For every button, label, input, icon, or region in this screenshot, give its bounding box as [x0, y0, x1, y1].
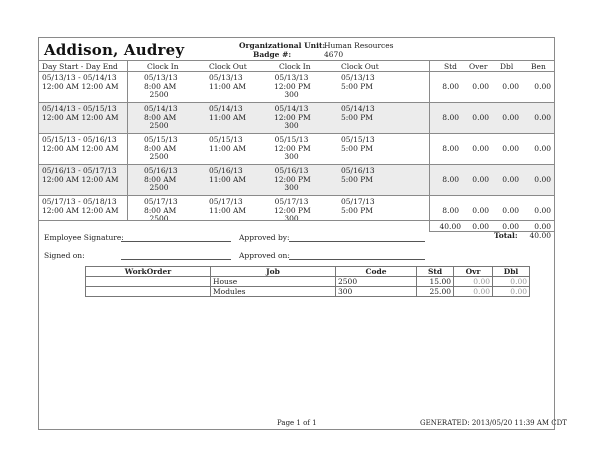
col-day-range: Day Start - Day End: [42, 62, 118, 71]
clock-out2-time: 5:00 PM: [341, 112, 373, 122]
row-over: 0.00: [472, 175, 489, 184]
row-std: 8.00: [442, 82, 459, 91]
row-range-time: 12:00 AM 12:00 AM: [42, 112, 119, 122]
row-over: 0.00: [472, 113, 489, 122]
wo-dbl: 0.00: [493, 287, 530, 297]
clock-in2-date: 05/16/13: [274, 166, 309, 175]
badge-label: Badge #:: [253, 50, 292, 59]
total-value: 40.00: [529, 231, 551, 240]
col-clock-in-2: Clock In: [279, 62, 311, 71]
row-std: 8.00: [442, 175, 459, 184]
clock-in-date: 05/13/13: [144, 73, 178, 82]
table-row: [86, 287, 530, 297]
wo-workorder: [86, 287, 211, 297]
clock-out-date: 05/14/13: [209, 104, 243, 113]
clock-out2-date: 05/14/13: [341, 104, 375, 113]
wo-col-workorder: WorkOrder: [86, 267, 211, 277]
header: [39, 38, 554, 60]
clock-in2-code: 300: [284, 214, 299, 223]
org-unit-value: Human Resources: [324, 41, 394, 50]
clock-out2-date: 05/15/13: [341, 135, 375, 144]
employee-signature-label: Employee Signature:: [44, 233, 124, 242]
wo-col-job: Job: [211, 267, 336, 277]
total-std: 40.00: [439, 222, 461, 231]
clock-out-time: 11:00 AM: [209, 143, 247, 153]
row-over: 0.00: [472, 144, 489, 153]
employee-signature-line[interactable]: [121, 241, 231, 242]
wo-ovr: 0.00: [454, 287, 493, 297]
clock-in2-time: 12:00 PM: [274, 174, 311, 184]
signed-on-label: Signed on:: [44, 251, 85, 260]
signed-on-line[interactable]: [121, 259, 231, 260]
total-ben: 0.00: [534, 222, 551, 231]
row-ben: 0.00: [534, 206, 551, 215]
row-range-time: 12:00 AM 12:00 AM: [42, 174, 119, 184]
wo-dbl: 0.00: [493, 277, 530, 287]
row-ben: 0.00: [534, 144, 551, 153]
table-row: [39, 134, 554, 164]
wo-workorder: [86, 277, 211, 287]
col-dbl: Dbl: [500, 62, 514, 71]
wo-job: Modules: [211, 287, 336, 297]
col-divider: [429, 60, 430, 231]
clock-out-time: 11:00 AM: [209, 112, 247, 122]
row-over: 0.00: [472, 206, 489, 215]
col-ben: Ben: [531, 62, 546, 71]
clock-out2-time: 5:00 PM: [341, 205, 373, 215]
employee-name: Addison, Audrey: [44, 41, 185, 59]
header-rule: [39, 60, 554, 61]
clock-in-code: 2500: [149, 214, 169, 223]
clock-in-time: 8:00 AM: [144, 174, 177, 184]
clock-in-time: 8:00 AM: [144, 143, 177, 153]
row-std: 8.00: [442, 113, 459, 122]
timesheet-page: [38, 37, 567, 430]
col-clock-in: Clock In: [147, 62, 179, 71]
row-ben: 0.00: [534, 113, 551, 122]
total-over: 0.00: [472, 222, 489, 231]
col-std: Std: [444, 62, 457, 71]
clock-in2-code: 300: [284, 90, 299, 99]
wo-col-std: Std: [417, 267, 454, 277]
clock-in-code: 2500: [149, 152, 169, 161]
badge-value: 4670: [324, 50, 344, 59]
col-clock-out-2: Clock Out: [341, 62, 379, 71]
clock-in2-time: 12:00 PM: [274, 205, 311, 215]
row-dbl: 0.00: [502, 82, 519, 91]
wo-code: 300: [336, 287, 417, 297]
row-range-start: 05/16/13 - 05/17/13: [42, 166, 117, 175]
wo-std: 25.00: [417, 287, 454, 297]
clock-in2-time: 12:00 PM: [274, 143, 311, 153]
row-range-time: 12:00 AM 12:00 AM: [42, 143, 119, 153]
wo-col-dbl: Dbl: [493, 267, 530, 277]
row-dbl: 0.00: [502, 206, 519, 215]
clock-out2-date: 05/17/13: [341, 197, 375, 206]
clock-out-time: 11:00 AM: [209, 205, 247, 215]
clock-in2-time: 12:00 PM: [274, 81, 311, 91]
row-range-time: 12:00 AM 12:00 AM: [42, 81, 119, 91]
row-range-start: 05/17/13 - 05/18/13: [42, 197, 117, 206]
row-range-start: 05/13/13 - 05/14/13: [42, 73, 117, 82]
wo-ovr: 0.00: [454, 277, 493, 287]
clock-in2-date: 05/14/13: [274, 104, 309, 113]
clock-out2-time: 5:00 PM: [341, 174, 373, 184]
row-range-start: 05/14/13 - 05/15/13: [42, 104, 117, 113]
clock-out-date: 05/13/13: [209, 73, 243, 82]
clock-in-code: 2500: [149, 183, 169, 192]
clock-out-date: 05/17/13: [209, 197, 243, 206]
wo-std: 15.00: [417, 277, 454, 287]
clock-in2-code: 300: [284, 121, 299, 130]
clock-in2-date: 05/17/13: [274, 197, 309, 206]
wo-col-ovr: Ovr: [454, 267, 493, 277]
row-range-start: 05/15/13 - 05/16/13: [42, 135, 117, 144]
row-std: 8.00: [442, 144, 459, 153]
row-dbl: 0.00: [502, 113, 519, 122]
row-std: 8.00: [442, 206, 459, 215]
row-range-time: 12:00 AM 12:00 AM: [42, 205, 119, 215]
clock-in-date: 05/17/13: [144, 197, 178, 206]
clock-in2-code: 300: [284, 183, 299, 192]
table-row: [39, 103, 554, 133]
clock-in2-date: 05/15/13: [274, 135, 309, 144]
clock-in-date: 05/15/13: [144, 135, 178, 144]
workorder-header-row: [86, 267, 530, 277]
workorder-table: [85, 266, 530, 297]
row-over: 0.00: [472, 82, 489, 91]
table-row: [39, 72, 554, 102]
clock-out2-time: 5:00 PM: [341, 81, 373, 91]
clock-out-time: 11:00 AM: [209, 81, 247, 91]
row-ben: 0.00: [534, 175, 551, 184]
clock-out-time: 11:00 AM: [209, 174, 247, 184]
approved-by-label: Approved by:: [239, 233, 290, 242]
clock-in-code: 2500: [149, 90, 169, 99]
wo-job: House: [211, 277, 336, 287]
clock-out-date: 05/16/13: [209, 166, 243, 175]
approved-on-label: Approved on:: [239, 251, 290, 260]
clock-in-date: 05/16/13: [144, 166, 178, 175]
table-row: [86, 277, 530, 287]
col-clock-out: Clock Out: [209, 62, 247, 71]
org-unit-label: Organizational Unit:: [239, 41, 326, 50]
clock-in2-time: 12:00 PM: [274, 112, 311, 122]
col-over: Over: [469, 62, 488, 71]
clock-in-time: 8:00 AM: [144, 112, 177, 122]
total-label: Total:: [494, 231, 518, 240]
wo-code: 2500: [336, 277, 417, 287]
clock-out2-date: 05/13/13: [341, 73, 375, 82]
table-row: [39, 165, 554, 195]
clock-out2-time: 5:00 PM: [341, 143, 373, 153]
row-dbl: 0.00: [502, 144, 519, 153]
clock-in-time: 8:00 AM: [144, 81, 177, 91]
clock-out-date: 05/15/13: [209, 135, 243, 144]
generated-timestamp: GENERATED: 2013/05/20 11:39 AM CDT: [420, 419, 567, 427]
clock-in-time: 8:00 AM: [144, 205, 177, 215]
page-number: Page 1 of 1: [277, 419, 317, 427]
clock-out2-date: 05/16/13: [341, 166, 375, 175]
clock-in-code: 2500: [149, 121, 169, 130]
clock-in2-code: 300: [284, 152, 299, 161]
rows-bottom-rule: [39, 220, 554, 221]
row-dbl: 0.00: [502, 175, 519, 184]
approved-on-line[interactable]: [289, 259, 425, 260]
wo-col-code: Code: [336, 267, 417, 277]
total-dbl: 0.00: [502, 222, 519, 231]
approved-by-line[interactable]: [289, 241, 425, 242]
row-ben: 0.00: [534, 82, 551, 91]
clock-in2-date: 05/13/13: [274, 73, 309, 82]
clock-in-date: 05/14/13: [144, 104, 178, 113]
col-divider: [127, 60, 128, 220]
